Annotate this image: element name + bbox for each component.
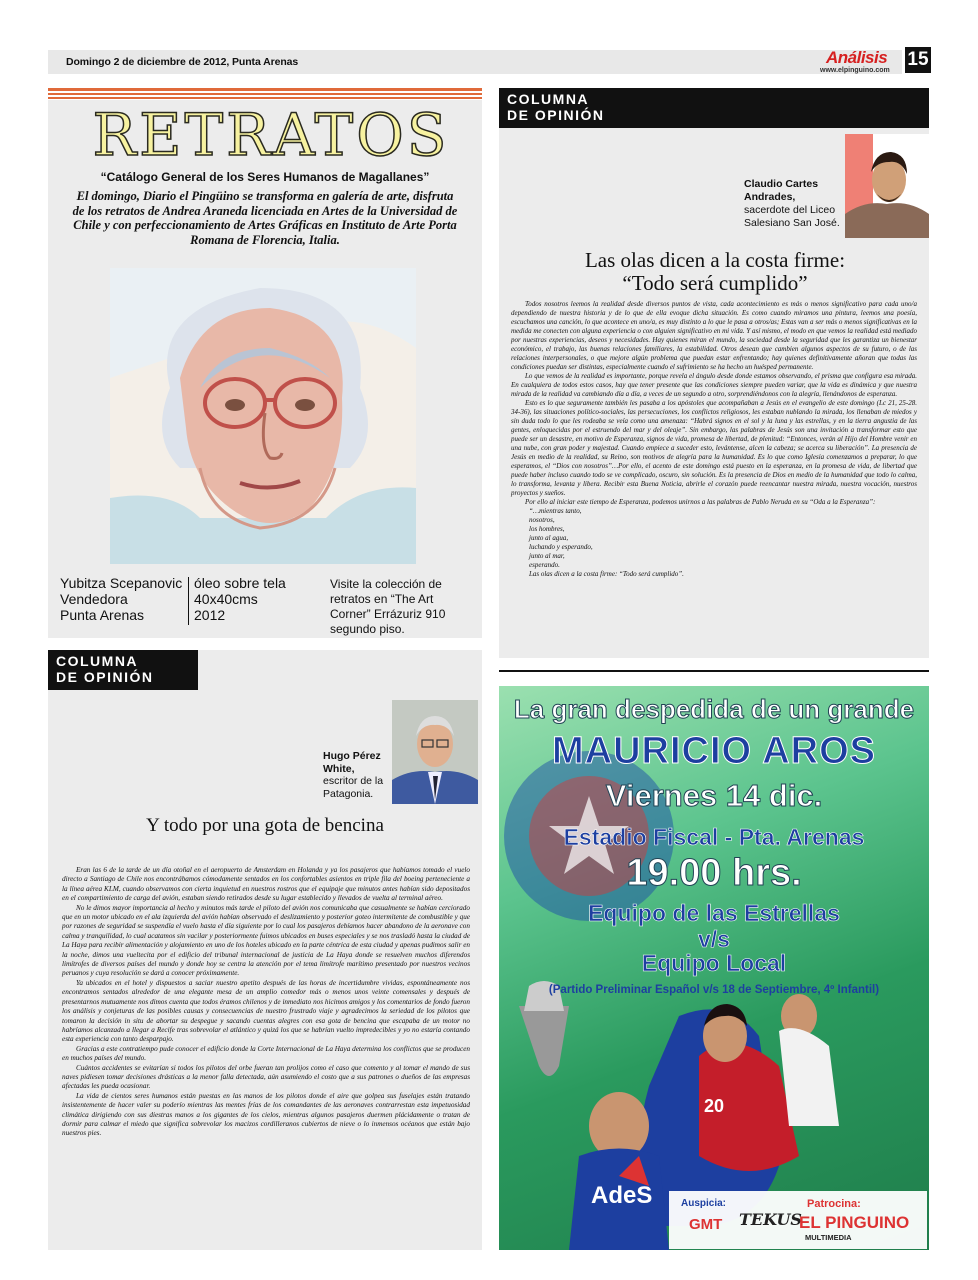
poem — [511, 507, 917, 570]
right-header-line2: DE OPINIÓN — [507, 107, 605, 123]
auspicia-label: Auspicia: — [681, 1198, 727, 1209]
oil-portrait-image — [110, 268, 416, 564]
left-column-body — [62, 866, 470, 1139]
artwork-details — [194, 575, 314, 623]
poem-line: junto al agua, — [529, 534, 569, 542]
left-column-header — [48, 650, 198, 690]
right-paragraph: Lo que vemos de la realidad es importante, porque revela el ángulo desde donde estamos observando, el prisma que configura esa mirada. En cualquiera de todos estos casos, hay que tener presente que las condiciones siempre pueden variar, que la vida es dinámica y que nuestra mirada de la realidad va cambiando día a día, a veces de un segundo a otro, sorprendiéndonos con la alegría, llenándonos de esperanza. — [511, 372, 917, 398]
analisis-logo: Análisis — [826, 48, 888, 67]
poem-closing: Las olas dicen a la costa firme: “Todo será cumplido”. — [529, 570, 684, 578]
poem-line: esperando. — [529, 561, 560, 569]
ad-player-name: MAURICIO AROS — [551, 730, 877, 772]
retratos-subtitle: “Catálogo General de los Seres Humanos de Magallanes” — [100, 170, 430, 184]
right-column-header — [499, 88, 929, 128]
ad-team-b: Equipo Local — [641, 950, 787, 976]
retratos-title: RETRATOS — [92, 101, 450, 169]
left-author-role: escritor de la Patagonia. — [323, 775, 384, 800]
right-title-line1: Las olas dicen a la costa firme: — [584, 248, 846, 272]
farewell-match-ad — [499, 686, 929, 1250]
left-paragraph: Gracias a este contratiempo pude conocer el edificio donde la Corte Internacional de La Haya determina los conflictos que se producen en muchos países del mundo. — [62, 1044, 470, 1063]
right-author-name: Claudio Cartes Andrades, — [744, 178, 819, 203]
poem-line: nosotros, — [529, 516, 555, 524]
left-author-name: Hugo Pérez White, — [323, 750, 381, 775]
ad-preliminary: (Partido Preliminar Español v/s 18 de Septiembre, 4º Infantil) — [548, 984, 880, 996]
sponsor-gmt: GMT — [689, 1216, 723, 1233]
jersey-text: AdeS — [591, 1182, 653, 1209]
right-author-photo — [845, 134, 929, 238]
left-header-line2: DE OPINIÓN — [56, 669, 154, 685]
retratos-intro: El domingo, Diario el Pingüino se transforma en galería de arte, disfruta de los retratos de Andrea Araneda licenciada en Artes de la Universidad de Chile y con perfeccionamiento de Artes Gráficas en Instituto de Arte Porta Romana de Florencia, Italia. — [72, 189, 458, 247]
el-pinguino-logo: EL PINGUINO — [799, 1213, 910, 1232]
ad-venue: Estadio Fiscal - Pta. Arenas — [563, 824, 865, 850]
page-number: 15 — [905, 47, 931, 73]
left-paragraph: Cuántos accidentes se evitarían si todos los pilotos del orbe fueran tan prolijos como el caso que comento y al tomar el mando de sus naves pidiesen tomar decisiones drásticas a la menor falla detectada, aún asumiendo el costo que a sus patrones o dueños de las empresas afectadas les pueda ocasionar. — [62, 1063, 470, 1091]
poem-line: luchando y esperando, — [529, 543, 593, 551]
right-author-block — [744, 178, 844, 230]
right-paragraph: Todos nosotros leemos la realidad desde diversos puntos de vista, cada acontecimiento es más o menos significativo para cada uno/a dependiendo de nuestra historia y de lo que de ella evoque dicha situación. Es como cuando miramos una pintura, leemos una poesía, escuchamos una canción, lo que acontece en uno/a, es muy distinto a lo que le pasa a otros/as; Estas van a ser más o menos significativas en la medida me conecten con alguna experiencia o con alguien significativo en mi vida. Y así mismo, el modo en que vemos la realidad está mediado por nuestras experiencias, deseos y necesidades. Hay quienes miran el mundo, la sociedad desde la seguridad que les garantiza un bienestar económico, el trabajo, las buenas relaciones familiares, la estabilidad. Otros desean que cambien algunos aspectos de su futuro, o de las relaciones interpersonales, o que mejore algún problema que puedan estar enfrentando; hay quienes definitivamente añoran que todas las condiciones puedan ser distintas, especialmente cuando el sufrimiento se ha hecho un huésped permanente. — [511, 300, 917, 371]
date-location: Domingo 2 de diciembre de 2012, Punta Arenas — [66, 56, 299, 68]
right-paragraph: Esto es lo que seguramente también les pasaba a los apóstoles que acompañaban a Jesús en el evangelio de este domingo (Lc 21, 25-28. 34-36), las situaciones político-sociales, las persecuciones, los conflictos religiosos, les estaban nublando la mirada, los llenaban de miedos y sin duda todo lo que les rodeaba se veía como una amenaza: “Habrá signos en el sol y la luna y las estrellas, y en la tierra angustia de las gentes, enloquecidas por el estruendo del mar y del oleaje”. Sin embargo, las palabras de Jesús son una invitación a transformar esto que puede ser un desastre, en motivo de Esperanza, signos de vida, promesa de libertad, de plenitud: “Entonces, verán al Hijo del Hombre venir en una nube, con gran poder y majestad. Cuando empiece a suceder esto, levántense, alcen la cabeza; se acerca su liberación”. La presencia de Jesús en medio de la realidad, su Reino, son motivos de alegría para la humanidad. Es lo que como Iglesia comenzamos a preparar, lo que esperamos, el “Dios con nosotros”…Por ello, el acento de este domingo está puesto en la esperanza, en la promesa de vida, de libertad que puede haber incluso cuando todo se ve complicado, oscuro, sin solución. Es la presencia de Dios en medio de la humanidad que todo lo calma, lo transforma, levanta y libera. Recibir esta Buena Noticia, abrirle el corazón puede reencantar nuestra mirada, nuestra vocación, nuestros proyectos y sueños. — [511, 399, 917, 497]
left-paragraph: Eran las 6 de la tarde de un día otoñal en el aeropuerto de Amsterdam en Holanda y ya los pasajeros que habíamos tomado el vuelo directo a Santiago de Chile nos encontrábamos cómodamente sentados en los confortables asientos en triple fila del boeing perteneciente a la línea aérea KLM, cuando observamos con cierta inquietud en nuestros rostros que el equipaje que minutos antes habían sido depositados en el compartimiento de carga del avión, estaban siendo retirados desde su lugar establecido y llevados de vuelta al terminal aéreo. — [62, 866, 470, 903]
el-pinguino-sub: MULTIMEDIA — [805, 1233, 852, 1242]
subject-city: Punta Arenas — [60, 607, 145, 623]
portrait-subject — [60, 575, 185, 623]
poem-line: junto al mar, — [529, 552, 565, 560]
right-column-body — [511, 300, 917, 579]
left-paragraph: No le dimos mayor importancia al hecho y minutos más tarde el piloto del avión nos comunicaba que casualmente se habían cerciorado que en un motor ubicado en el ala izquierda del avión habían observado el deslizamiento y posterior goteo intermitente de combustible y que por razones de seguridad se suspendía el vuelo hasta el día siguiente por lo cual los pasajeros debíamos hacer abandono de la aeronave con calma y tranquilidad, lo cual acatamos sin vacilar y posteriormente fuimos ubicados en buses especiales y se nos trasladó hasta la ciudad de La Haya para recibir alimentación y alojamiento en uno de los hoteles ubicado en la parte céntrica de esta ciudad y apenas pudimos salir en la noche, dimos una vueltecita por el edificio del tribunal internacional de justicia de La Haya donde se resuelven muchos diferendos limítrofes de diversos países del mundo y donde hoy se centra la atención por el tema limítrofe marítimo presentado por nuestros vecinos peruanos y cuya resolución se dará a conocer próximamente. — [62, 903, 470, 978]
patrocina-label: Patrocina: — [807, 1198, 861, 1210]
left-header-line1: COLUMNA — [56, 653, 139, 669]
left-paragraph: Ya ubicados en el hotel y dispuestos a saciar nuestro apetito después de las horas de incertidumbre vividas, espontáneamente nos encontramos sentados alrededor de una elegante mesa de un amplio comedor más o menos unos veinte comensales y después de presentarnos mutuamente nos dimos cuenta que todos éramos chilenos y de inmediato nos hicimos amigos y los comentarios de fondo fueron los análisis y conjeturas de las posibles causas y consecuencias de nuestro frustrado viaje y agradecimos la seriedad de los pilotos que tomaron la decisión in situ de abortar su despegue y sacando cuentas alegres con esa gota de bencina que escapaba de un motor no habríamos alcanzado a llegar a Recife tras sobrevolar el atlántico y quizá los que se habrían vuelto impredecibles y yo no estaría contando esta experiencia con tanto desparpajo. — [62, 978, 470, 1044]
divider-rule — [499, 670, 929, 672]
sponsor-tekus: TEKUS — [739, 1210, 802, 1229]
ad-versus: v/s — [698, 926, 730, 952]
artwork-year: 2012 — [194, 607, 226, 623]
right-paragraph: Por ello al iniciar este tiempo de Esperanza, podemos unirnos a las palabras de Pablo Neruda en su “Oda a la Esperanza”: — [525, 498, 876, 506]
left-column-title: Y todo por una gota de bencina — [146, 815, 384, 836]
right-title-line2: “Todo será cumplido” — [622, 271, 808, 295]
jersey-number: 20 — [704, 1096, 725, 1116]
ad-headline: La gran despedida de un grande — [513, 694, 915, 724]
subject-occupation: Vendedora — [60, 591, 128, 607]
artwork-technique: óleo sobre tela — [194, 575, 286, 591]
ad-time: 19.00 hrs. — [626, 852, 802, 894]
artwork-size: 40x40cms — [194, 591, 258, 607]
ad-team-a: Equipo de las Estrellas — [588, 900, 840, 926]
left-author-photo — [392, 700, 478, 804]
right-header-line1: COLUMNA — [507, 91, 590, 107]
subject-name: Yubitza Scepanovic — [60, 575, 183, 591]
info-divider — [188, 577, 189, 625]
left-paragraph: La vida de cientos seres humanos están puestas en las manos de los pilotos donde el aire que golpea sus fuselajes están tratando insistentemente de hacer valer su poderío mientras las mentes frías de los comandantes de las aeronaves contrarrestan esta impetuosidad climática dirigiendo con sus diestras manos a los gigantes de los cielos, mientras algunos pasajeros duermen plácidamente o tratan de dormir para calmar el miedo que significa sobrevolar los macizos cordilleranos cubiertos de nieve o lo inmensos océanos que están bajo nuestros pies. — [62, 1091, 470, 1138]
left-author-block — [323, 750, 391, 800]
right-author-role: sacerdote del Liceo Salesiano San José. — [744, 204, 840, 229]
visit-note: Visite la colección de retratos en “The Art Corner” Errázuriz 910 segundo piso. — [330, 577, 446, 636]
poem-line: “…mientras tanto, — [529, 507, 582, 515]
poem-line: los hombres, — [529, 525, 565, 533]
ad-date: Viernes 14 dic. — [605, 778, 823, 813]
right-column-title — [510, 249, 920, 295]
decorative-stripes — [48, 88, 482, 100]
logo-url: www.elpinguino.com — [820, 67, 890, 74]
